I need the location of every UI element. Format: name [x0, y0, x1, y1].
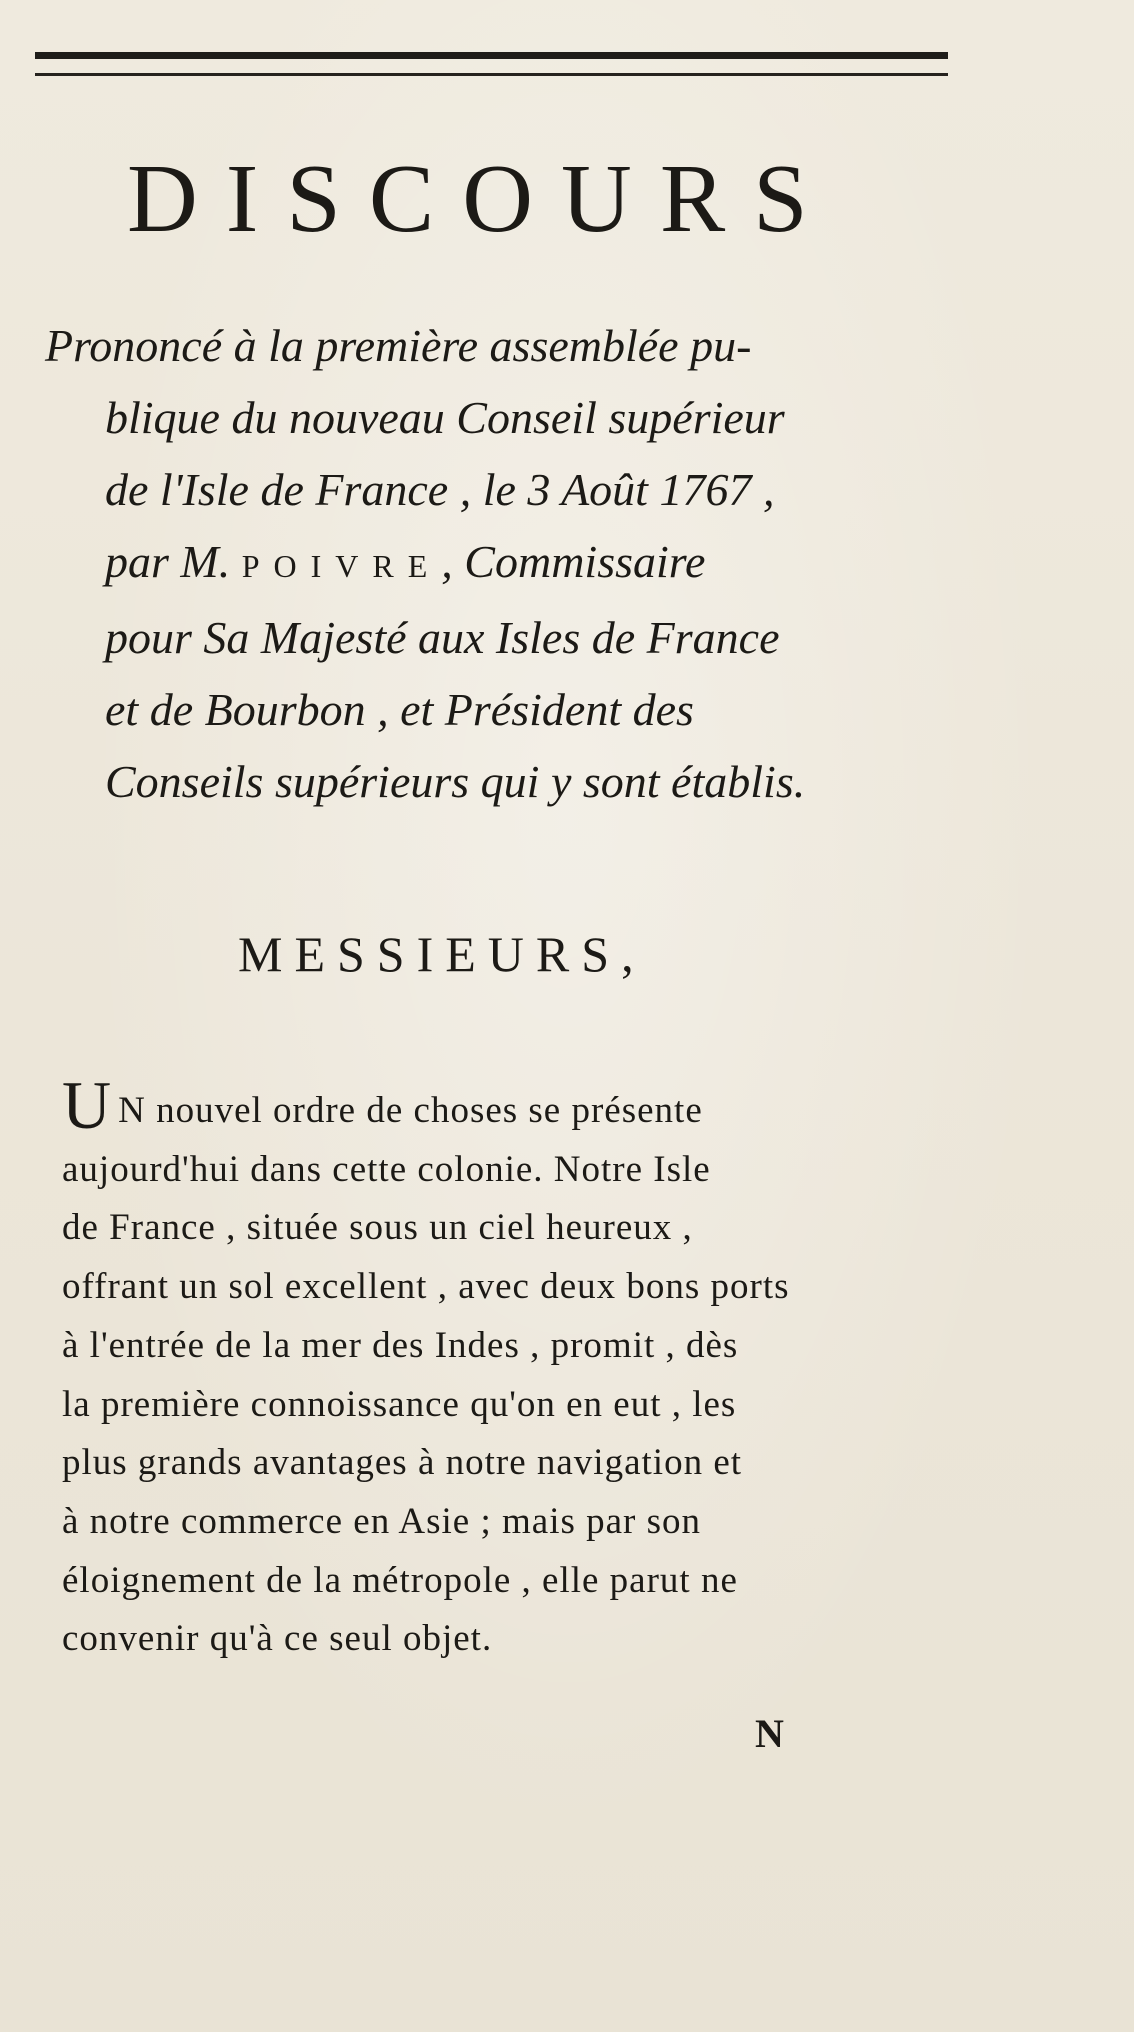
subtitle-line: Conseils supérieurs qui y sont établis. — [105, 756, 806, 807]
signature-mark: N — [755, 1711, 784, 1756]
subtitle-line — [45, 526, 975, 602]
subtitle-text: par M. — [105, 536, 242, 587]
subtitle-line: de l'Isle de France , le 3 Août 1767 , — [105, 464, 775, 515]
body-line: aujourd'hui dans cette colonie. Notre Isle — [62, 1148, 711, 1190]
body-line: éloignement de la métropole , elle parut ne — [62, 1559, 738, 1601]
header-rule-thin — [35, 73, 948, 76]
author-name: POIVRE — [241, 548, 442, 584]
body-line: à l'entrée de la mer des Indes , promit , dès — [62, 1324, 739, 1366]
body-line: plus grands avantages à notre navigation et — [62, 1442, 743, 1484]
subtitle-line: blique du nouveau Conseil supérieur — [105, 392, 785, 443]
subtitle-line: Prononcé à la première assemblée pu- — [45, 320, 752, 371]
body-line: à notre commerce en Asie ; mais par son — [62, 1500, 702, 1542]
body-line: la première connoissance qu'on en eut , les — [62, 1383, 737, 1425]
body-line: offrant un sol excellent , avec deux bons ports — [62, 1266, 790, 1308]
subtitle-line: pour Sa Majesté aux Isles de France — [105, 612, 780, 663]
body-line-text: N nouvel ordre de choses se présente — [118, 1090, 703, 1131]
subtitle — [45, 310, 975, 818]
page-title: DISCOURS — [127, 145, 836, 253]
body-line: de France , située sous un ciel heureux , — [62, 1207, 693, 1249]
subtitle-line: et de Bourbon , et Président des — [105, 684, 694, 735]
body-line — [62, 1067, 982, 1143]
drop-cap: U — [62, 1067, 113, 1143]
body-line: convenir qu'à ce seul objet. — [62, 1618, 493, 1660]
salutation: MESSIEURS, — [238, 926, 646, 982]
subtitle-text: , Commissaire — [441, 536, 706, 587]
header-rule-thick — [35, 52, 948, 59]
body-paragraph — [62, 1067, 982, 1669]
